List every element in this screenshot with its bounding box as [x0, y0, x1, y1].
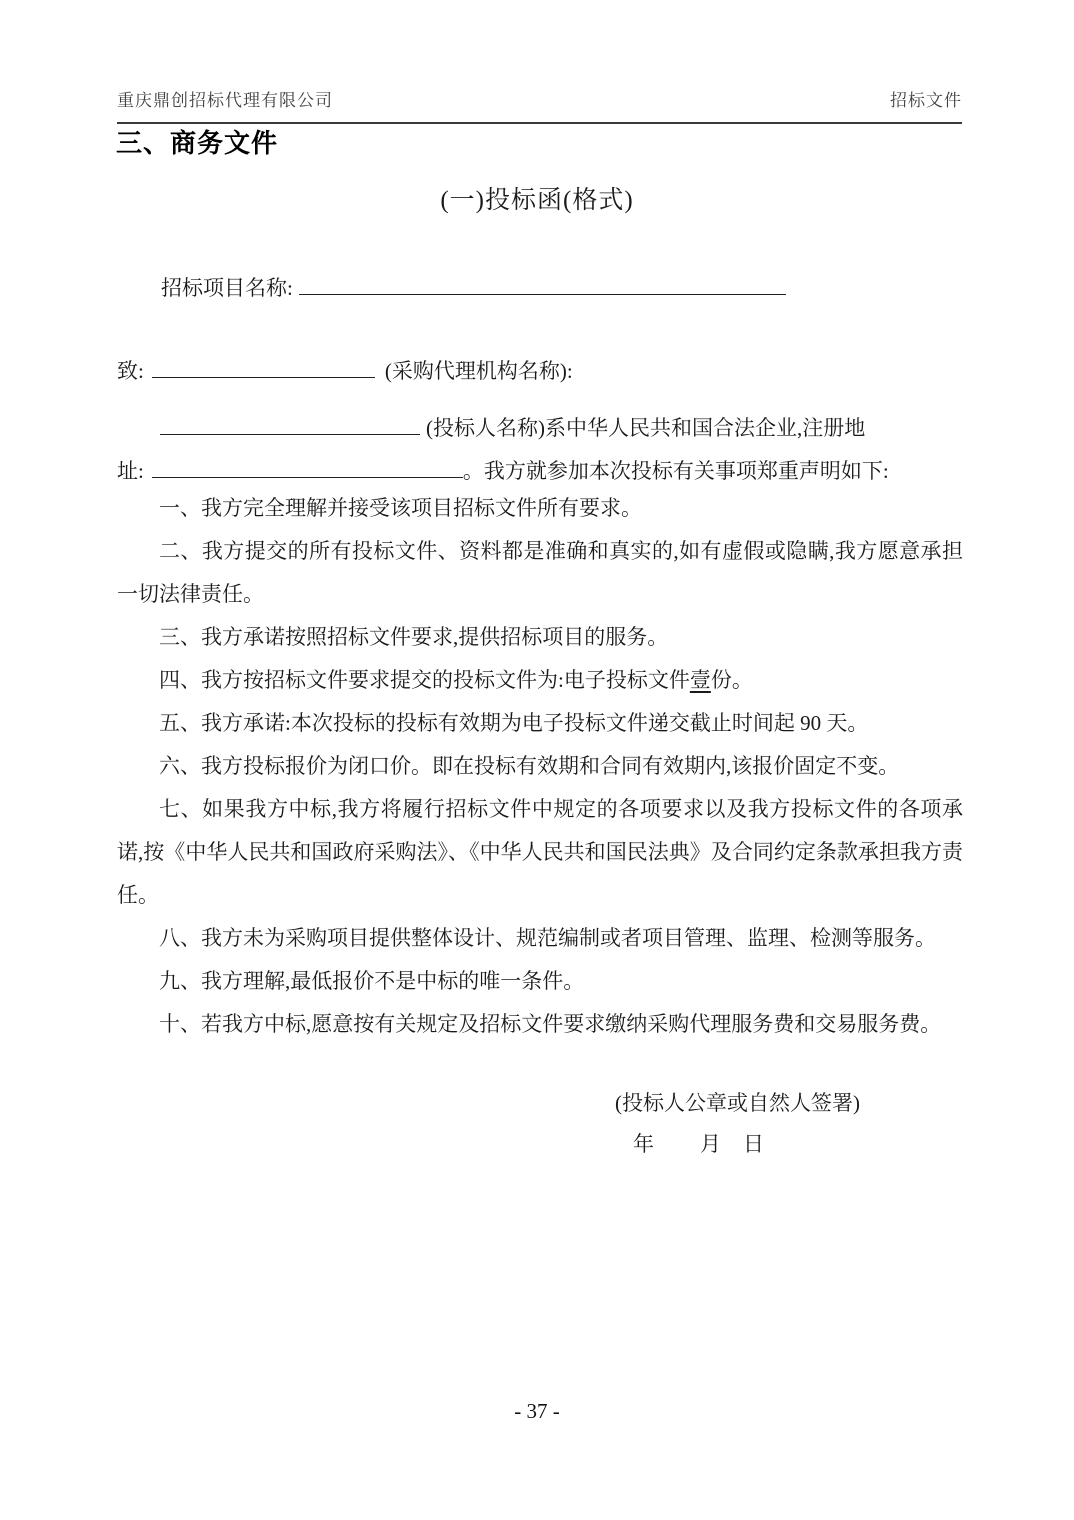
declaration-item-8: 八、我方未为采购项目提供整体设计、规范编制或者项目管理、监理、检测等服务。: [159, 926, 936, 950]
header-company-name: 重庆鼎创招标代理有限公司: [117, 91, 333, 110]
project-name-blank: [299, 270, 786, 295]
to-label: 致:: [117, 359, 144, 383]
item-4-suffix: 份。: [710, 668, 753, 692]
bidder-line: [160, 410, 865, 442]
signature-month-label: 月: [700, 1132, 721, 1156]
addressee-line: [117, 353, 573, 385]
header-doc-type: 招标文件: [890, 91, 962, 110]
declaration-item-7: 七、如果我方中标,我方将履行招标文件中规定的各项要求以及我方投标文件的各项承诺,按《中华人民共和国政府采购法》、《中华人民共和国民法典》及合同约定条款承担我方责任。: [117, 797, 963, 907]
agency-name-blank: [152, 353, 375, 378]
signature-date-line: [633, 1128, 764, 1158]
form-title: (一)投标函(格式): [440, 187, 634, 214]
declaration-item-2: 二、我方提交的所有投标文件、资料都是准确和真实的,如有虚假或隐瞒,我方愿意承担一切法律责任。: [117, 539, 963, 606]
signature-day-label: 日: [743, 1132, 764, 1156]
item-4-underlined-count: 壹: [689, 668, 711, 692]
declaration-item-1: 一、我方完全理解并接受该项目招标文件所有要求。: [159, 496, 642, 520]
page-header: [117, 86, 962, 124]
declaration-item-5: 五、我方承诺:本次投标的投标有效期为电子投标文件递交截止时间起 90 天。: [159, 711, 869, 735]
address-suffix: 。我方就参加本次投标有关事项郑重声明如下:: [462, 459, 889, 483]
section-title: 三、商务文件: [116, 129, 279, 158]
address-line: [117, 453, 889, 485]
project-name-label: 招标项目名称:: [161, 276, 293, 300]
declaration-item-9: 九、我方理解,最低报价不是中标的唯一条件。: [159, 969, 585, 993]
declaration-item-3: 三、我方承诺按照招标文件要求,提供招标项目的服务。: [159, 625, 669, 649]
bidder-name-blank: [160, 410, 420, 435]
project-name-line: [161, 270, 786, 302]
bidder-suffix: (投标人名称)系中华人民共和国合法企业,注册地: [426, 416, 866, 440]
signature-year-label: 年: [633, 1132, 654, 1156]
agency-suffix: (采购代理机构名称):: [384, 359, 573, 383]
declarations: [117, 487, 963, 1046]
declaration-item-4: [117, 659, 963, 702]
page-number: - 37 -: [514, 1399, 560, 1423]
declaration-item-10: 十、若我方中标,愿意按有关规定及招标文件要求缴纳采购代理服务费和交易服务费。: [159, 1012, 942, 1036]
signature-seal-line: (投标人公章或自然人签署): [615, 1091, 860, 1115]
address-label: 址:: [117, 459, 144, 483]
declaration-item-6: 六、我方投标报价为闭口价。即在投标有效期和合同有效期内,该报价固定不变。: [159, 754, 900, 778]
address-blank: [152, 453, 463, 478]
item-4-prefix: 四、我方按招标文件要求提交的投标文件为:电子投标文件: [159, 668, 690, 692]
